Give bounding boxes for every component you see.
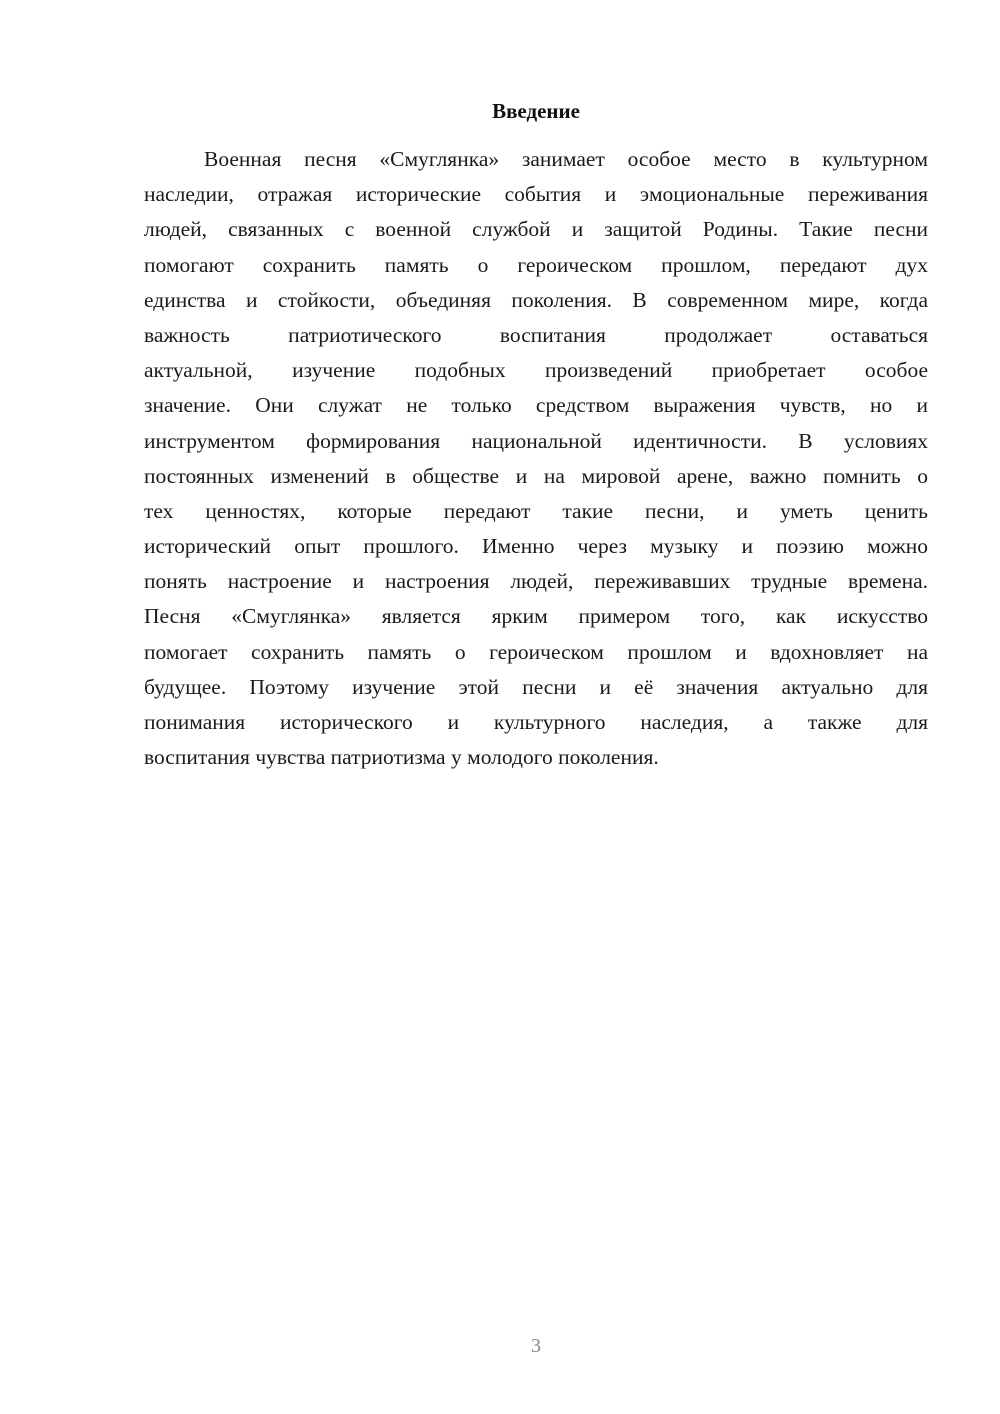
paragraph-line: единства и стойкости, объединяя поколения. В современном мире, когда	[144, 287, 928, 312]
paragraph-line: Военная песня «Смуглянка» занимает особое место в культурном	[204, 147, 928, 171]
paragraph-line: понять настроение и настроения людей, переживавших трудные времена.	[144, 569, 928, 594]
introduction-paragraph	[144, 142, 928, 775]
paragraph-line: Песня «Смуглянка» является ярким примером того, как искусство	[144, 604, 928, 629]
paragraph-line: помогает сохранить память о героическом прошлом и вдохновляет на	[144, 639, 928, 664]
paragraph-line: важность патриотического воспитания продолжает оставаться	[144, 322, 928, 347]
paragraph-line: воспитания чувства патриотизма у молодого поколения.	[144, 745, 659, 770]
section-heading: Введение	[492, 99, 580, 123]
paragraph-line: наследии, отражая исторические события и эмоциональные переживания	[144, 182, 928, 207]
paragraph-line: значение. Они служат не только средством выражения чувств, но и	[144, 393, 928, 418]
paragraph-line: постоянных изменений в обществе и на мировой арене, важно помнить о	[144, 463, 928, 488]
paragraph-line: помогают сохранить память о героическом прошлом, передают дух	[144, 252, 928, 277]
page-number: 3	[531, 1335, 541, 1357]
paragraph-line: тех ценностях, которые передают такие песни, и уметь ценить	[144, 498, 928, 523]
paragraph-line: исторический опыт прошлого. Именно через музыку и поэзию можно	[144, 534, 928, 559]
paragraph-line: будущее. Поэтому изучение этой песни и её значения актуально для	[144, 674, 928, 699]
paragraph-line: людей, связанных с военной службой и защитой Родины. Такие песни	[144, 217, 928, 242]
paragraph-line: актуальной, изучение подобных произведений приобретает особое	[144, 358, 928, 383]
paragraph-line: инструментом формирования национальной идентичности. В условиях	[144, 428, 928, 453]
paragraph-line: понимания исторического и культурного наследия, а также для	[144, 710, 928, 734]
